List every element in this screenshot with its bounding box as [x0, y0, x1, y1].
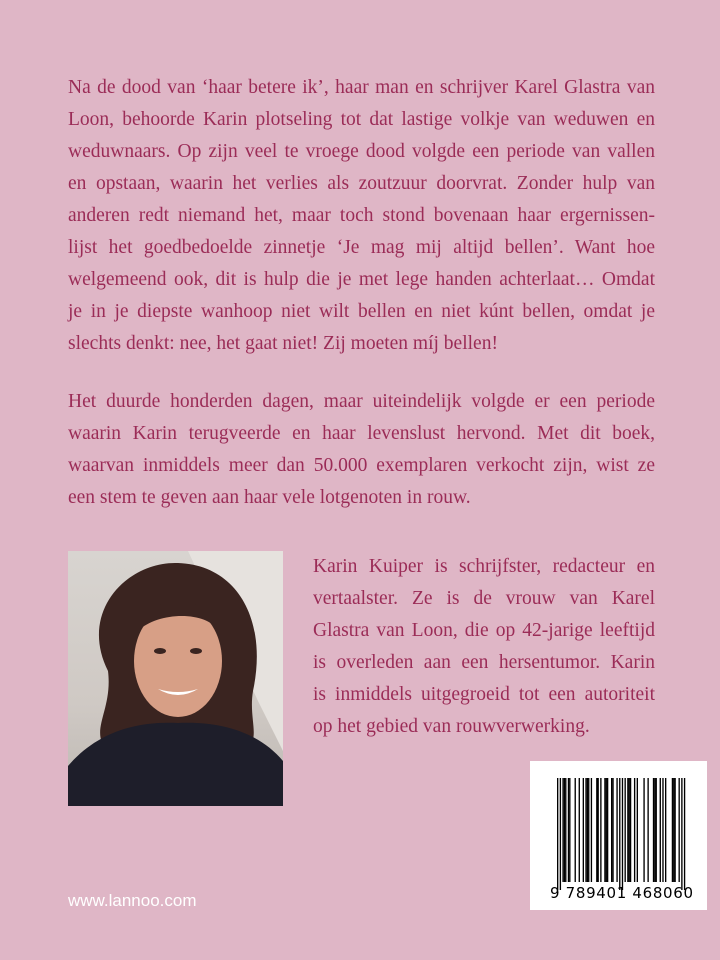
barcode-bar	[622, 778, 623, 890]
barcode-bar	[654, 778, 655, 882]
barcode-bar	[681, 778, 682, 890]
text-line: anderen redt niemand het, maar toch stond bovenaan haar ergernissen-	[68, 205, 655, 226]
isbn-barcode	[530, 761, 707, 910]
barcode-bar	[647, 778, 648, 882]
barcode-bar	[579, 778, 580, 882]
barcode-bar	[656, 778, 657, 882]
barcode-bar	[562, 778, 563, 882]
text-line: welgemeend ook, dit is hulp die je met lege handen achterlaat… Omdat	[68, 269, 655, 290]
barcode-bar	[575, 778, 576, 882]
text-line: vertaalster. Ze is de vrouw van Karel	[313, 588, 655, 609]
barcode-bar	[583, 778, 584, 882]
barcode-bar	[625, 778, 626, 882]
barcode-bar	[587, 778, 588, 882]
barcode-bars	[530, 761, 707, 910]
barcode-bar	[673, 778, 674, 882]
barcode-bar	[600, 778, 601, 882]
publisher-url: www.lannoo.com	[68, 891, 197, 910]
barcode-bar	[591, 778, 592, 882]
barcode-bar	[565, 778, 566, 882]
text-line: waarvan inmiddels meer dan 50.000 exemplaren verkocht zijn, wist ze	[68, 455, 655, 476]
barcode-bar	[612, 778, 613, 882]
text-line: en opstaan, waarin het verlies als zoutzuur doorvrat. Zonder hulp van	[68, 173, 655, 194]
barcode-bar	[627, 778, 628, 882]
barcode-bar	[598, 778, 599, 882]
barcode-bar	[588, 778, 589, 882]
barcode-bar	[568, 778, 569, 882]
text-line: is inmiddels uitgegroeid tot een autoriteit	[313, 684, 655, 705]
isbn-number: 9 789401 468060	[550, 884, 693, 902]
barcode-bar	[607, 778, 608, 882]
text-line: Glastra van Loon, die op 42-jarige leeftijd	[313, 620, 655, 641]
text-line: waarin Karin terugveerde en haar levenslust hervond. Met dit boek,	[68, 423, 655, 444]
text-line: slechts denkt: nee, het gaat niet! Zij moeten míj bellen!	[68, 333, 498, 354]
barcode-bar	[604, 778, 605, 882]
barcode-bar	[634, 778, 635, 882]
barcode-bar	[684, 778, 685, 890]
barcode-bar	[557, 778, 558, 890]
barcode-bar	[616, 778, 617, 882]
text-line: lijst het goedbedoelde zinnetje ‘Je mag mij altijd bellen’. Want hoe	[68, 237, 655, 258]
barcode-bar	[660, 778, 661, 882]
text-line: weduwnaars. Op zijn veel te vroege dood volgde een periode van vallen	[68, 141, 655, 162]
barcode-bar	[637, 778, 638, 882]
text-line: Na de dood van ‘haar betere ik’, haar man en schrijver Karel Glastra van	[68, 77, 655, 98]
barcode-bar	[643, 778, 644, 882]
second-paragraph	[68, 386, 655, 514]
barcode-bar	[672, 778, 673, 882]
barcode-bar	[585, 778, 586, 882]
text-line: Het duurde honderden dagen, maar uiteindelijk volgde er een periode	[68, 391, 655, 412]
barcode-bar	[662, 778, 663, 882]
barcode-bar	[564, 778, 565, 882]
text-line: is overleden aan een hersentumor. Karin	[313, 652, 655, 673]
barcode-bar	[611, 778, 612, 882]
barcode-bar	[679, 778, 680, 882]
text-line: Loon, behoorde Karin plotseling tot dat lastige volkje van weduwen en	[68, 109, 655, 130]
barcode-bar	[560, 778, 561, 890]
barcode-bar	[653, 778, 654, 882]
author-bio	[313, 551, 655, 743]
text-line: je in je diepste wanhoop niet wilt bellen en niet kúnt bellen, omdat je	[68, 301, 655, 322]
barcode-bar	[569, 778, 570, 882]
barcode-bar	[596, 778, 597, 882]
author-photo	[68, 551, 283, 806]
barcode-bar	[606, 778, 607, 882]
text-line: een stem te geven aan haar vele lotgenoten in rouw.	[68, 487, 471, 508]
text-line: op het gebied van rouwverwerking.	[313, 716, 590, 737]
barcode-bar	[674, 778, 675, 882]
barcode-bar	[665, 778, 666, 882]
text-line: Karin Kuiper is schrijfster, redacteur en	[313, 556, 655, 577]
barcode-bar	[629, 778, 630, 882]
barcode-bar	[630, 778, 631, 882]
intro-paragraph	[68, 72, 655, 360]
barcode-bar	[619, 778, 620, 890]
